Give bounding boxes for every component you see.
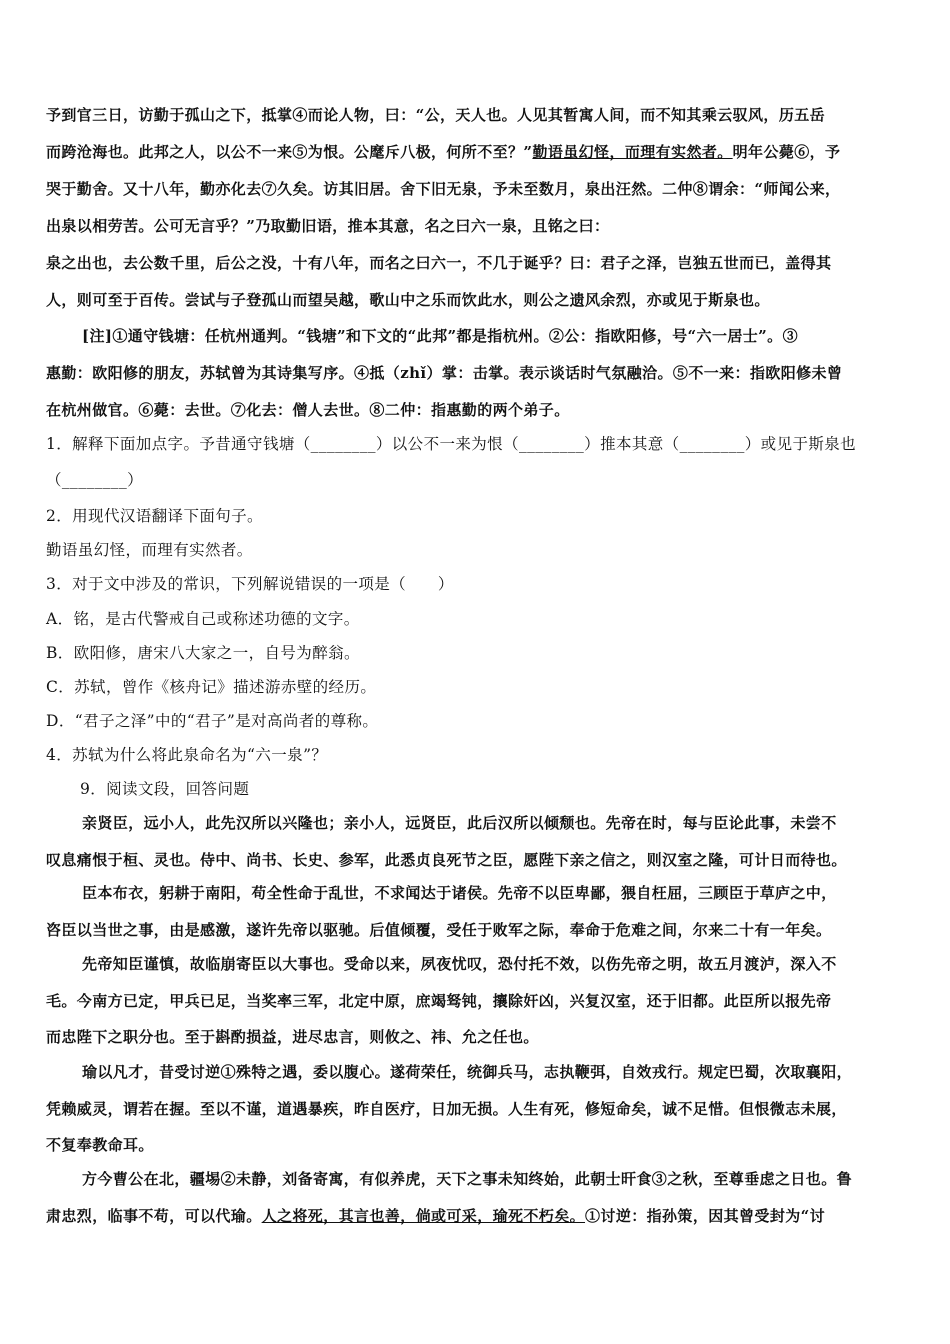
passage1-line-1: 予到官三日，访勤于孤山之下，抵掌④而论人物，曰：“公，天人也。人见其暂寓人间，而不知其乘云驭风，历五岳: [46, 106, 826, 124]
passage1-line-2-start: 而跨沧海也。此邦之人，以公不一来⑤为恨。公麾斥八极，何所不至？”: [46, 143, 533, 161]
option-a: A．铭，是古代警戒自己或称述功德的文字。: [46, 610, 360, 628]
passage2-line-12-note: ①讨逆：指孙策，因其曾受封为“讨: [585, 1207, 826, 1225]
question-9: 9．阅读文段，回答问题: [80, 780, 250, 798]
question-4: 4．苏轼为什么将此泉命名为“六一泉”？: [46, 746, 328, 764]
question-2: 2．用现代汉语翻译下面句子。: [46, 507, 263, 525]
passage2-line-2: 叹息痛恨于桓、灵也。侍中、尚书、长史、参军，此悉贞良死节之臣，愿陛下亲之信之，则汉室之隆，可计日而待也。: [46, 851, 847, 869]
question-3: 3．对于文中涉及的常识，下列解说错误的一项是（ ）: [46, 575, 454, 593]
passage2-line-4: 咨臣以当世之事，由是感激，遂许先帝以驱驰。后值倾覆，受任于败军之际，奉命于危难之间，尔来二十有一年矣。: [46, 921, 832, 939]
notes-line-3: 在杭州做官。⑥薨：去世。⑦化去：僧人去世。⑧二仲：指惠勤的两个弟子。: [46, 401, 570, 419]
passage1-line-3: 哭于勤舍。又十八年，勤亦化去⑦久矣。访其旧居。舍下旧无泉，予未至数月，泉出汪然。二仲⑧谓余：“师闻公来，: [46, 180, 841, 198]
passage2-line-3: 臣本布衣，躬耕于南阳，苟全性命于乱世，不求闻达于诸侯。先帝不以臣卑鄙，猥自枉屈，三顾臣于草庐之中，: [82, 884, 837, 902]
passage2-line-9: 凭赖威灵，谓若在握。至以不谨，道遇暴疾，昨自医疗，日加无损。人生有死，修短命矣，诚不足惜。但恨微志未展，: [46, 1100, 847, 1118]
passage1-line-4: 出泉以相劳苦。公可无言乎？”乃取勤旧语，推本其意，名之曰六一泉，且铭之曰：: [46, 217, 610, 235]
passage2-line-6: 毛。今南方已定，甲兵已足，当奖率三军，北定中原，庶竭驽钝，攘除奸凶，兴复汉室，还于旧都。此臣所以报先帝: [46, 992, 832, 1010]
passage1-line-5: 泉之出也，去公数千里，后公之没，十有八年，而名之曰六一，不几于诞乎？曰：君子之泽，岂独五世而已，盖得其: [46, 254, 832, 272]
notes-line-1: [注]①通守钱塘：任杭州通判。“钱塘”和下文的“此邦”都是指杭州。②公：指欧阳修，号“六一居士”。③: [82, 327, 798, 345]
passage2-line-7: 而忠陛下之职分也。至于斟酌损益，进尽忠言，则攸之、祎、允之任也。: [46, 1028, 539, 1046]
passage2-line-10: 不复奉教命耳。: [46, 1136, 154, 1154]
underlined-sentence-2: 人之将死，其言也善，倘或可采，瑜死不朽矣。: [261, 1207, 586, 1225]
notes-line-2: 惠勤：欧阳修的朋友，苏轼曾为其诗集写序。④抵（zhǐ）掌：击掌。表示谈话时气氛融洽。⑤不一来：指欧阳修未曾: [46, 364, 843, 382]
passage1-line-2: [46, 141, 906, 162]
passage2-line-11: 方今曹公在北，疆埸②未静，刘备寄寓，有似养虎，天下之事未知终始，此朝士旰食③之秋，至尊垂虑之日也。鲁: [82, 1170, 853, 1188]
passage1-line-2-end: 明年公薨⑥，予: [732, 143, 841, 161]
question-2-sentence: 勤语虽幻怪，而理有实然者。: [46, 541, 253, 559]
question-1-blank: （________）: [46, 471, 144, 489]
underlined-sentence: 勤语虽幻怪，而理有实然者。: [532, 143, 733, 161]
option-c: C．苏轼，曾作《核舟记》描述游赤壁的经历。: [46, 678, 377, 696]
passage2-line-12-start: 肃忠烈，临事不苟，可以代瑜。: [46, 1207, 262, 1225]
passage1-line-6: 人，则可至于百传。尝试与子登孤山而望吴越，歌山中之乐而饮此水，则公之遗风余烈，亦或见于斯泉也。: [46, 291, 770, 309]
passage2-line-8: 瑜以凡才，昔受讨逆①殊特之遇，委以腹心。遂荷荣任，统御兵马，志执鞭弭，自效戎行。规定巴蜀，次取襄阳，: [82, 1063, 853, 1081]
option-b: B．欧阳修，唐宋八大家之一，自号为醉翁。: [46, 644, 360, 662]
passage2-line-1: 亲贤臣，远小人，此先汉所以兴隆也；亲小人，远贤臣，此后汉所以倾颓也。先帝在时，每与臣论此事，未尝不: [82, 814, 837, 832]
option-d: D．“君子之泽”中的“君子”是对高尚者的尊称。: [46, 712, 379, 730]
passage2-line-5: 先帝知臣谨慎，故临崩寄臣以大事也。受命以来，夙夜忧叹，恐付托不效，以伤先帝之明，故五月渡泸，深入不: [82, 955, 837, 973]
question-1: 1．解释下面加点字。予昔通守钱塘（________）以公不一来为恨（________）推本其意（________）或见于斯泉也: [46, 435, 857, 453]
passage2-line-12: [46, 1205, 906, 1226]
